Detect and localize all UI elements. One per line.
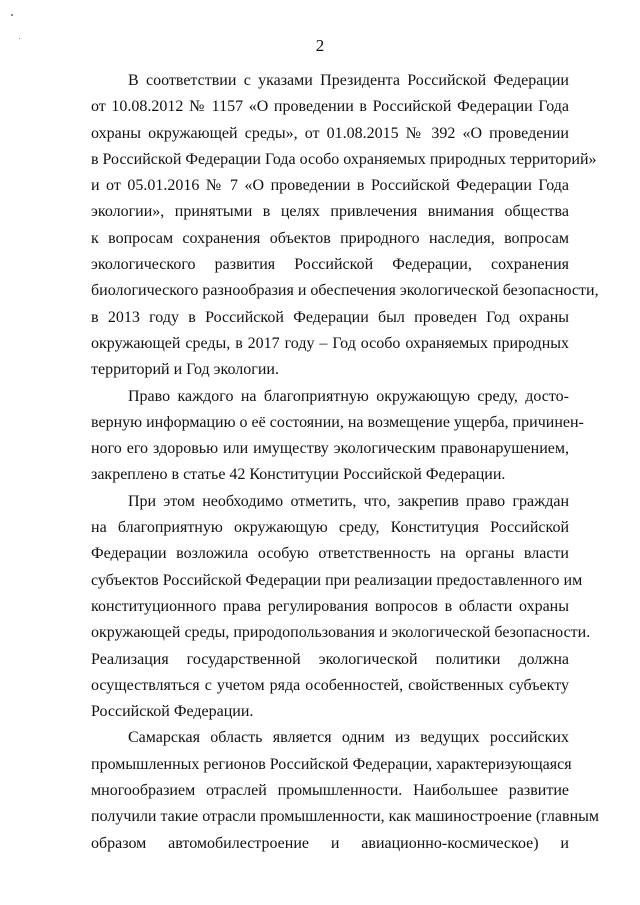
text-line: от 10.08.2012 № 1157 «О проведении в Российской Федерации Года: [91, 98, 569, 116]
text-line: Самарская область является одним из ведущих российских: [128, 729, 569, 747]
text-line: окружающей среды, природопользования и экологической безопасности.: [91, 624, 591, 642]
paragraph-1: [91, 68, 599, 384]
text-line: к вопросам сохранения объектов природного наследия, вопросам: [91, 229, 569, 247]
text-line: осуществляться с учетом ряда особенностей, свойственных субъекту: [91, 676, 569, 694]
text-line: биологического разнообразия и обеспечения экологической безопасности,: [91, 282, 599, 300]
text-line: верную информацию о её состоянии, на возмещение ущерба, причинен-: [91, 413, 584, 431]
text-line: закреплено в статье 42 Конституции Российской Федерации.: [91, 466, 506, 484]
page-number: 2: [315, 36, 325, 55]
text-line: в 2013 году в Российской Федерации был проведен Год охраны: [91, 308, 569, 326]
text-line: многообразием отраслей промышленности. Наибольшее развитие: [91, 782, 569, 800]
paragraph-2: [91, 384, 584, 489]
text-line: Право каждого на благоприятную окружающую среду, досто-: [128, 387, 569, 405]
paragraph-3: [91, 489, 591, 726]
text-line: При этом необходимо отметить, что, закрепив право граждан: [128, 492, 569, 510]
text-line: в Российской Федерации Года особо охраняемых природных территорий»: [91, 150, 597, 168]
text-line: конституционного права регулирования вопросов в области охраны: [91, 597, 569, 615]
text-line: экологического развития Российской Федерации, сохранения: [91, 256, 569, 274]
text-line: на благоприятную окружающую среду, Конституция Российской: [91, 519, 569, 537]
text-line: и от 05.01.2016 № 7 «О проведении в Российской Федерации Года: [91, 177, 569, 195]
text-line: субъектов Российской Федерации при реализации предоставленного им: [91, 571, 583, 589]
text-line: получили такие отрасли промышленности, как машиностроение (главным: [91, 808, 599, 826]
paragraph-4: [91, 725, 599, 856]
text-line: окружающей среды, в 2017 году – Год особо охраняемых природных: [91, 334, 569, 352]
text-line: Федерации возложила особую ответственность на органы власти: [91, 545, 569, 563]
text-line: В соответствии с указами Президента Российской Федерации: [128, 72, 569, 89]
text-line: промышленных регионов Российской Федерации, характеризующаяся: [91, 755, 572, 773]
text-line: экологии», принятыми в целях привлечения внимания общества: [91, 203, 569, 221]
scan-speck: [11, 14, 13, 16]
text-line: Реализация государственной экологической политики должна: [91, 650, 569, 668]
text-line: ного его здоровью или имуществу экологическим правонарушением,: [91, 440, 569, 458]
text-line: образом автомобилестроение и авиационно-космическое) и: [91, 834, 569, 852]
document-body: [91, 68, 599, 857]
text-line: территорий и Год экологии.: [91, 361, 279, 379]
text-line: охраны окружающей среды», от 01.08.2015 № 392 «О проведении: [91, 124, 569, 142]
text-line: Российской Федерации.: [91, 703, 254, 721]
